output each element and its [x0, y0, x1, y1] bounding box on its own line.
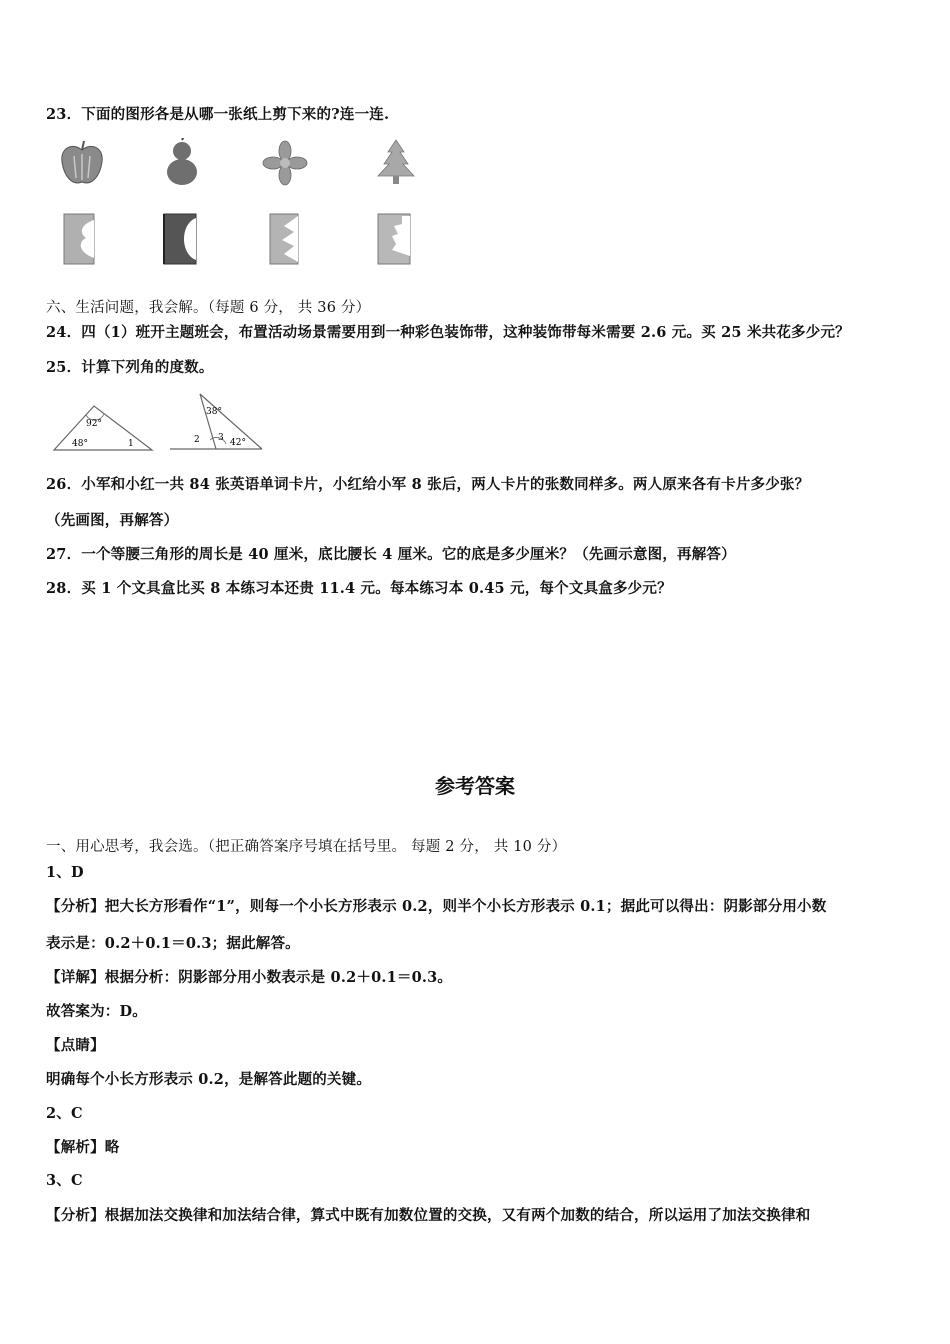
triangle-figure-2 — [170, 392, 266, 454]
answer-1-point-label: 【点睛】 — [46, 1037, 105, 1054]
triangle1-top-angle: 92° — [86, 419, 102, 429]
triangle2-right-angle: 42° — [230, 438, 246, 448]
question-23: 23．下面的图形各是从哪一张纸上剪下来的?连一连. — [46, 106, 390, 123]
question-28: 28．买 1 个文具盒比买 8 本练习本还贵 11.4 元。每本练习本 0.45 元，每个文具盒多少元？ — [46, 580, 672, 597]
paper-piece-c — [266, 212, 302, 266]
tree-shape-icon — [374, 138, 418, 188]
gourd-shape-icon — [162, 138, 202, 188]
paper-piece-b — [160, 212, 200, 266]
triangle2-label-2: 2 — [194, 435, 200, 445]
triangle-figure-1 — [52, 400, 156, 454]
paper-piece-d — [374, 212, 414, 266]
answers-title: 参考答案 — [435, 774, 515, 798]
answer-1: 1、D — [46, 864, 84, 881]
answer-1-conclusion: 故答案为：D。 — [46, 1003, 147, 1020]
question-24: 24．四（1）班开主题班会，布置活动场景需要用到一种彩色装饰带，这种装饰带每米需要 2.6 元。买 25 米共花多少元？ — [46, 324, 850, 341]
answer-1-detail: 【详解】根据分析：阴影部分用小数表示是 0.2＋0.1＝0.3。 — [46, 969, 453, 986]
answer-3-analysis: 【分析】根据加法交换律和加法结合律，算式中既有加数位置的交换，又有两个加数的结合，所以运用了加法交换律和 — [46, 1207, 811, 1224]
triangle1-right-label: 1 — [128, 439, 134, 449]
question-26-note: （先画图，再解答） — [46, 512, 179, 529]
question-25: 25．计算下列角的度数。 — [46, 359, 214, 376]
triangle2-label-3: 3 — [218, 433, 224, 443]
question-27: 27．一个等腰三角形的周长是 40 厘米，底比腰长 4 厘米。它的底是多少厘米？（先画示意图，再解答） — [46, 546, 736, 563]
answer-1-point: 明确每个小长方形表示 0.2，是解答此题的关键。 — [46, 1071, 372, 1088]
answer-1-analysis-cont: 表示是：0.2＋0.1＝0.3；据此解答。 — [46, 935, 300, 952]
answer-2: 2、C — [46, 1105, 83, 1122]
answer-3: 3、C — [46, 1172, 83, 1189]
answer-2-analysis: 【解析】略 — [46, 1139, 120, 1156]
question-26: 26．小军和小红一共 84 张英语单词卡片，小红给小军 8 张后，两人卡片的张数同样多。两人原来各有卡片多少张？ — [46, 476, 810, 493]
triangle1-left-angle: 48° — [72, 439, 88, 449]
section-1-heading: 一、用心思考，我会选。（把正确答案序号填在括号里。 每题 2 分， 共 10 分） — [46, 839, 567, 855]
section-6-heading: 六、生活问题，我会解。（每题 6 分， 共 36 分） — [46, 300, 371, 316]
triangle2-top-angle: 38° — [206, 407, 222, 417]
apple-shape-icon — [58, 138, 106, 188]
flower-shape-icon — [262, 140, 308, 186]
answer-1-analysis: 【分析】把大长方形看作“1”，则每一个小长方形表示 0.2，则半个小长方形表示 0.1；据此可以得出：阴影部分用小数 — [46, 898, 827, 915]
paper-piece-a — [60, 212, 98, 266]
